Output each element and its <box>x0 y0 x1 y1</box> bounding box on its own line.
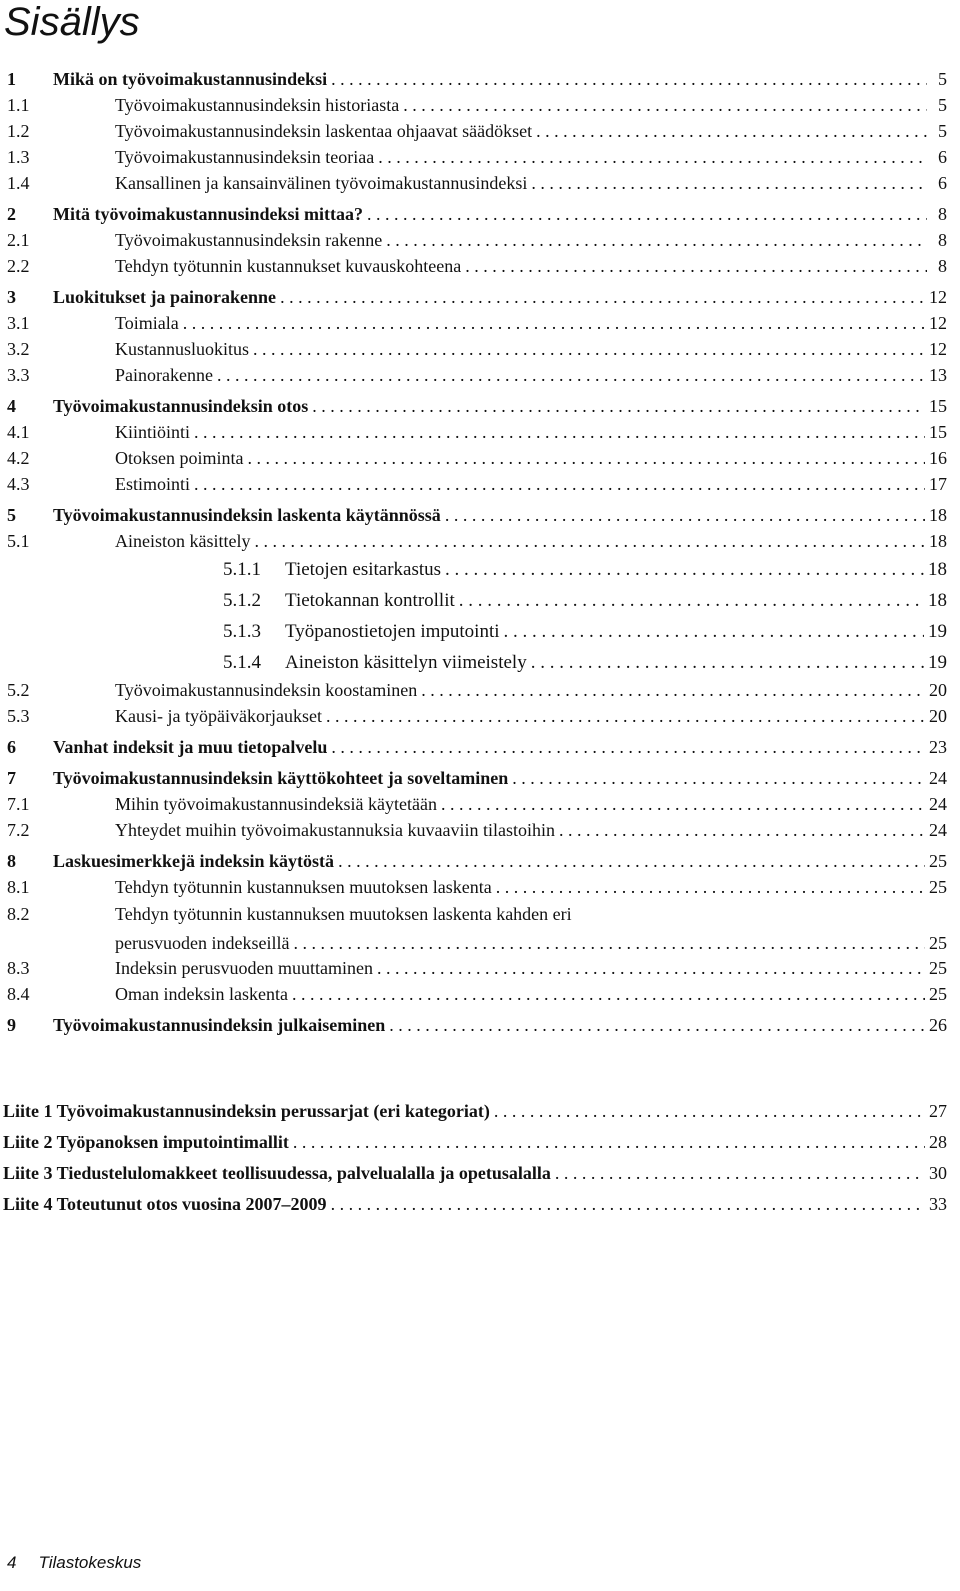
toc-entry-title: Oman indeksin laskenta <box>115 984 288 1004</box>
toc-entry-number: 3.3 <box>7 365 30 385</box>
toc-entry[interactable] <box>7 467 947 495</box>
toc-entry[interactable] <box>7 223 947 251</box>
toc-entry[interactable] <box>7 730 947 758</box>
toc-leader-dots <box>378 146 927 168</box>
toc-leader-dots <box>293 1131 925 1153</box>
toc-entry-page: 24 <box>929 820 947 840</box>
toc-entry-page: 18 <box>928 590 947 611</box>
toc-entry-page: 5 <box>938 95 947 115</box>
toc-entry-title: Luokitukset ja painorakenne <box>53 287 277 307</box>
toc-entry[interactable] <box>7 140 947 168</box>
toc-entry[interactable] <box>7 787 947 815</box>
toc-entry-number: 7.1 <box>7 794 30 814</box>
toc-entry-page: 5 <box>938 69 947 89</box>
toc-leader-dots <box>194 421 925 443</box>
toc-leader-dots <box>367 203 927 225</box>
toc-entry-title: Työvoimakustannusindeksin teoriaa <box>115 147 375 167</box>
toc-entry-number: 4.2 <box>7 448 30 468</box>
toc-entry-number: 5.2 <box>7 680 30 700</box>
toc-entry[interactable] <box>7 280 947 308</box>
toc-entry-number: 8 <box>7 851 16 871</box>
toc-entry-title: Otoksen poiminta <box>115 448 244 468</box>
toc-leader-dots <box>421 679 925 701</box>
toc-entry-number: 4.1 <box>7 422 30 442</box>
toc-entry-number: 1.3 <box>7 147 30 167</box>
toc-entry-title: Toimiala <box>115 313 179 333</box>
toc-appendix-page: 28 <box>929 1132 947 1152</box>
toc-entry-title: Työvoimakustannusindeksin käyttökohteet ja soveltaminen <box>53 768 509 788</box>
toc-entry-page: 5 <box>938 121 947 141</box>
toc-entry-page: 24 <box>929 768 947 788</box>
toc-entry[interactable] <box>7 332 947 360</box>
toc-leader-dots <box>183 312 925 334</box>
toc-leader-dots <box>512 767 925 789</box>
toc-leader-dots <box>338 850 925 872</box>
toc-entry-page: 15 <box>929 396 947 416</box>
toc-entry-number: 5.1.1 <box>223 559 261 580</box>
toc-appendix-title: Liite 2 Työpanoksen imputointimallit <box>3 1132 289 1152</box>
toc-entry[interactable] <box>7 358 947 386</box>
toc-entry-title: Työvoimakustannusindeksin rakenne <box>115 230 383 250</box>
toc-entry[interactable] <box>7 415 947 443</box>
toc-entry-title: Laskuesimerkkejä indeksin käytöstä <box>53 851 335 871</box>
toc-entry-page: 26 <box>929 1015 947 1035</box>
toc-entry[interactable] <box>7 88 947 116</box>
toc-leader-dots <box>389 1014 925 1036</box>
toc-entry[interactable] <box>7 553 947 581</box>
toc-entry-number: 8.3 <box>7 958 30 978</box>
toc-leader-dots <box>559 819 925 841</box>
toc-leader-dots <box>331 1193 925 1215</box>
toc-entry-page: 15 <box>929 422 947 442</box>
toc-entry-page: 20 <box>929 706 947 726</box>
toc-entry-number: 5.1.3 <box>223 621 261 642</box>
toc-entry-title: Yhteydet muihin työvoimakustannuksia kuvaaviin tilastoihin <box>115 820 555 840</box>
toc-entry[interactable] <box>7 166 947 194</box>
toc-entry-title: Kiintiöinti <box>115 422 191 442</box>
toc-leader-dots <box>494 1100 925 1122</box>
toc-appendix-title: Liite 1 Työvoimakustannusindeksin perussarjat (eri kategoriat) <box>3 1101 490 1121</box>
toc-entry[interactable] <box>7 761 947 789</box>
toc-appendix-page: 33 <box>929 1194 947 1214</box>
toc-leader-dots <box>331 68 927 90</box>
toc-entry-page: 17 <box>929 474 947 494</box>
toc-entry-number: 9 <box>7 1015 16 1035</box>
toc-entry-page: 18 <box>929 505 947 525</box>
footer-publisher: Tilastokeskus <box>38 1553 142 1572</box>
toc-entry[interactable] <box>7 524 947 552</box>
toc-entry-title: Työpanostietojen imputointi <box>285 621 500 642</box>
toc-entry-page: 25 <box>929 851 947 871</box>
toc-entry[interactable] <box>7 249 947 277</box>
toc-leader-dots <box>445 559 924 581</box>
toc-entry-number: 3 <box>7 287 16 307</box>
toc-entry-title: Kustannusluokitus <box>115 339 250 359</box>
toc-entry-page: 8 <box>938 230 947 250</box>
toc-entry-page: 23 <box>929 737 947 757</box>
toc-entry[interactable] <box>7 844 947 872</box>
toc-entry-number: 5.3 <box>7 706 30 726</box>
toc-appendix-title: Liite 4 Toteutunut otos vuosina 2007–2009 <box>3 1194 327 1214</box>
toc-leader-dots <box>254 530 925 552</box>
toc-leader-dots <box>465 255 927 277</box>
toc-entry[interactable] <box>7 197 947 225</box>
toc-leader-dots <box>403 94 927 116</box>
toc-leader-dots <box>555 1162 925 1184</box>
toc-entry-number: 8.4 <box>7 984 30 1004</box>
toc-entry-title: Tehdyn työtunnin kustannukset kuvauskohteena <box>115 256 462 276</box>
toc-entry-title: Aineiston käsittelyn viimeistely <box>285 652 527 673</box>
toc-leader-dots <box>386 229 927 251</box>
toc-entry-number: 3.2 <box>7 339 30 359</box>
toc-entry[interactable] <box>7 615 947 643</box>
toc-entry[interactable] <box>7 646 947 674</box>
toc-entry-number: 1 <box>7 69 16 89</box>
toc-entry-number: 4 <box>7 396 16 416</box>
toc-entry-title: Painorakenne <box>115 365 213 385</box>
toc-entry-number: 2.1 <box>7 230 30 250</box>
toc-entry[interactable] <box>7 977 947 1005</box>
toc-entry-number: 6 <box>7 737 16 757</box>
toc-entry[interactable] <box>7 584 947 612</box>
toc-entry-title: Aineiston käsittely <box>115 531 251 551</box>
toc-leader-dots <box>459 590 924 612</box>
toc-entry-title: Vanhat indeksit ja muu tietopalvelu <box>53 737 328 757</box>
toc-entry-page: 18 <box>928 559 947 580</box>
toc-appendix-title: Liite 3 Tiedustelulomakkeet teollisuudessa, palvelualalla ja opetusalalla <box>3 1163 551 1183</box>
toc-entry-page: 19 <box>928 652 947 673</box>
toc-leader-dots <box>194 473 925 495</box>
toc-entry-title: Tietojen esitarkastus <box>285 559 442 580</box>
toc-leader-dots <box>280 286 925 308</box>
toc-appendix-entry[interactable] <box>3 1187 947 1215</box>
toc-entry-page: 20 <box>929 680 947 700</box>
toc-entry-title: Työvoimakustannusindeksin laskenta käytännössä <box>53 505 441 525</box>
toc-entry[interactable] <box>7 870 947 898</box>
toc-entry-number: 1.1 <box>7 95 30 115</box>
toc-entry[interactable] <box>7 1008 947 1036</box>
toc-entry-page: 12 <box>929 339 947 359</box>
toc-entry-number: 7 <box>7 768 16 788</box>
toc-entry-number: 2.2 <box>7 256 30 276</box>
toc-entry[interactable] <box>7 951 947 979</box>
toc-entry-page: 8 <box>938 204 947 224</box>
toc-appendix-page: 27 <box>929 1101 947 1121</box>
toc-entry-title: Työvoimakustannusindeksin koostaminen <box>115 680 418 700</box>
toc-entry-page: 6 <box>938 173 947 193</box>
toc-entry-title: Estimointi <box>115 474 191 494</box>
toc-entry[interactable] <box>7 306 947 334</box>
toc-leader-dots <box>496 876 925 898</box>
toc-entry-title: Kausi- ja työpäiväkorjaukset <box>115 706 322 726</box>
toc-entry-page: 16 <box>929 448 947 468</box>
page-title: Sisällys <box>4 0 140 44</box>
toc-entry-title: Tietokannan kontrollit <box>285 590 455 611</box>
toc-entry-page: 24 <box>929 794 947 814</box>
toc-entry-page: 25 <box>929 984 947 1004</box>
toc-entry-title: Mikä on työvoimakustannusindeksi <box>53 69 328 89</box>
toc-entry[interactable] <box>7 62 947 90</box>
toc-entry[interactable] <box>7 389 947 417</box>
toc-entry-title: Työvoimakustannusindeksin julkaiseminen <box>53 1015 386 1035</box>
toc-leader-dots <box>531 652 924 674</box>
toc-entry-number: 5.1.4 <box>223 652 261 673</box>
toc-leader-dots <box>292 983 925 1005</box>
toc-entry-number: 1.4 <box>7 173 30 193</box>
toc-entry-page: 13 <box>929 365 947 385</box>
toc-entry-number: 5.1.2 <box>223 590 261 611</box>
toc-entry-page: 6 <box>938 147 947 167</box>
toc-entry-title: Työvoimakustannusindeksin laskentaa ohjaavat säädökset <box>115 121 533 141</box>
toc-entry-number: 5.1 <box>7 531 30 551</box>
toc-entry[interactable] <box>7 699 947 727</box>
toc-leader-dots <box>331 736 925 758</box>
toc-entry-number: 7.2 <box>7 820 30 840</box>
toc-entry-page: 18 <box>929 531 947 551</box>
toc-appendix-entry[interactable] <box>3 1156 947 1184</box>
toc-entry-title: Tehdyn työtunnin kustannuksen muutoksen laskenta kahden eri <box>115 904 572 924</box>
toc-leader-dots <box>326 705 925 727</box>
toc-leader-dots <box>377 957 925 979</box>
toc-entry-number: 2 <box>7 204 16 224</box>
toc-entry-title: Mihin työvoimakustannusindeksiä käytetään <box>115 794 437 814</box>
toc-entry[interactable] <box>7 896 947 954</box>
toc-entry[interactable] <box>7 114 947 142</box>
toc-entry-number: 5 <box>7 505 16 525</box>
toc-entry-number: 3.1 <box>7 313 30 333</box>
toc-entry-page: 25 <box>929 958 947 978</box>
toc-entry-title-continued: perusvuoden indekseillä <box>115 933 290 953</box>
toc-appendix-entry[interactable] <box>3 1094 947 1122</box>
toc-appendix-entry[interactable] <box>3 1125 947 1153</box>
toc-entry-title: Indeksin perusvuoden muuttaminen <box>115 958 373 978</box>
toc-leader-dots <box>504 621 924 643</box>
toc-entry-title: Työvoimakustannusindeksin historiasta <box>115 95 400 115</box>
toc-entry[interactable] <box>7 673 947 701</box>
toc-entry-page: 25 <box>929 877 947 897</box>
toc-entry-page: 12 <box>929 313 947 333</box>
toc-leader-dots <box>531 172 927 194</box>
page-footer <box>7 1553 163 1573</box>
toc-entry-number: 1.2 <box>7 121 30 141</box>
toc-entry-number: 4.3 <box>7 474 30 494</box>
toc-leader-dots <box>441 793 925 815</box>
toc-leader-dots <box>312 395 925 417</box>
toc-entry-page: 8 <box>938 256 947 276</box>
toc-leader-dots <box>248 447 926 469</box>
toc-entry-title: Työvoimakustannusindeksin otos <box>53 396 309 416</box>
toc-entry-number: 8.1 <box>7 877 30 897</box>
toc-leader-dots <box>217 364 925 386</box>
toc-entry[interactable] <box>7 441 947 469</box>
toc-leader-dots <box>253 338 925 360</box>
toc-entry[interactable] <box>7 813 947 841</box>
toc-leader-dots <box>536 120 927 142</box>
toc-entry-title: Mitä työvoimakustannusindeksi mittaa? <box>53 204 364 224</box>
toc-entry-number: 8.2 <box>7 904 30 924</box>
footer-page-number: 4 <box>7 1553 17 1572</box>
toc-entry-page: 19 <box>928 621 947 642</box>
toc-entry-title: Kansallinen ja kansainvälinen työvoimakustannusindeksi <box>115 173 528 193</box>
toc-entry-title: Tehdyn työtunnin kustannuksen muutoksen laskenta <box>115 877 492 897</box>
toc-entry[interactable] <box>7 498 947 526</box>
toc-leader-dots <box>445 504 925 526</box>
toc-entry-page: 25 <box>929 933 947 953</box>
toc-appendix-page: 30 <box>929 1163 947 1183</box>
toc-entry-page: 12 <box>929 287 947 307</box>
